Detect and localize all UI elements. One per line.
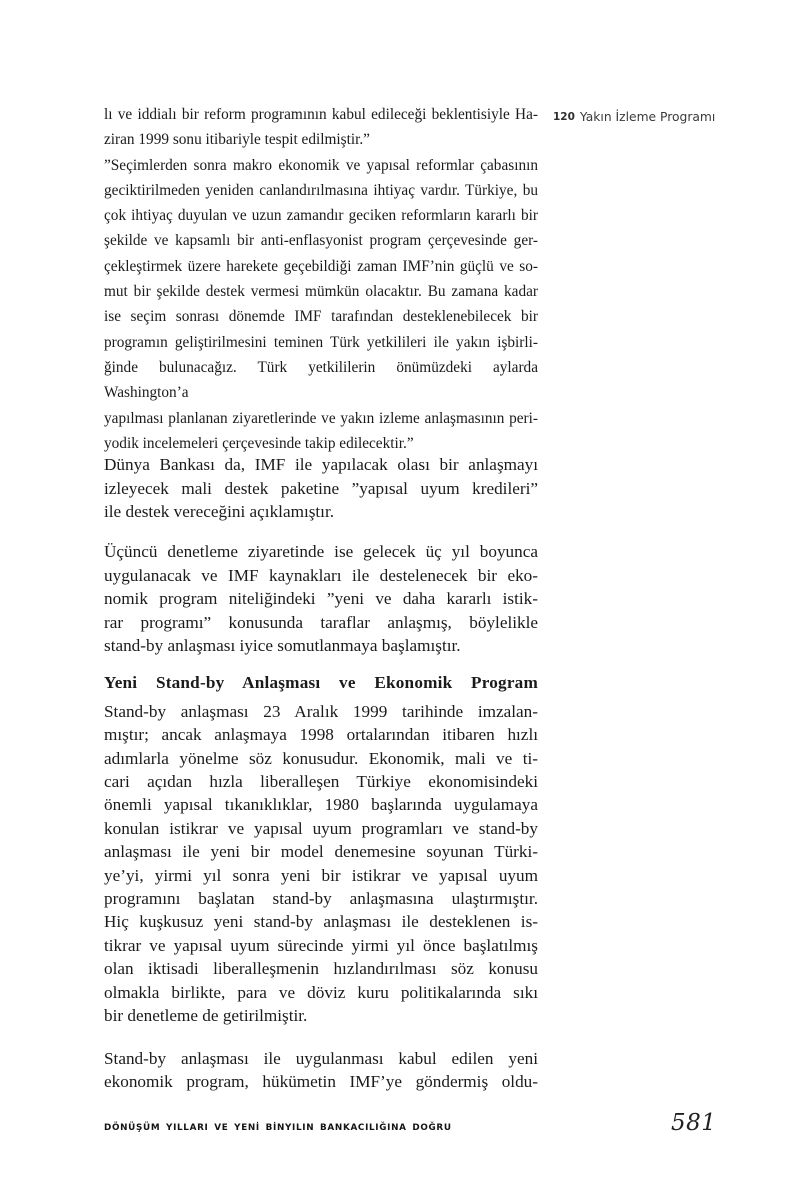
text-column: [104, 102, 538, 1093]
section-heading: Yeni Stand-by Anlaşması ve Ekonomik Program: [104, 673, 538, 693]
text-line: rar programı” konusunda taraflar anlaşmış, böylelikle: [104, 612, 538, 632]
body-paragraph-economic-program: [104, 1047, 538, 1094]
text-line: tikrar ve yapısal uyum sürecinde yirmi yıl önce başlatılmış: [104, 935, 538, 955]
text-line: stand-by anlaşması iyice somutlanmaya başlamıştır.: [104, 636, 461, 655]
text-line: olmakla birlikte, para ve döviz kuru politikalarında sıkı: [104, 982, 538, 1002]
text-line: çekleştirmek üzere harekete geçebildiği zaman IMF’nin güçlü ve so-: [104, 257, 538, 275]
text-line: ekonomik program, hükümetin IMF’ye göndermiş oldu-: [104, 1071, 538, 1091]
text-line: nomik program niteliğindeki ”yeni ve daha kararlı istik-: [104, 589, 538, 609]
text-line: uygulanacak ve IMF kaynakları ile destelenecek bir eko-: [104, 565, 538, 585]
text-line: ye’yi, yirmi yıl sonra yeni bir istikrar ve yapısal uyum: [104, 865, 538, 885]
text-line: Dünya Bankası da, IMF ile yapılacak olası bir anlaşmayı: [104, 455, 538, 475]
text-line: ziran 1999 sonu itibariyle tespit edilmiştir.”: [104, 131, 370, 149]
margin-note: [553, 109, 783, 126]
text-line: bir denetleme de getirilmiştir.: [104, 1006, 308, 1026]
block-quote-paragraph-2: [104, 153, 538, 457]
text-line: ğinde bulunacağız. Türk yetkililerin önümüzdeki aylarda Washington’a: [104, 358, 538, 402]
text-line: şekilde ve kapsamlı bir anti-enflasyonist program çerçevesinde ger-: [104, 232, 538, 250]
text-line: anlaşması ile yeni bir model denemesine soyunan Türki-: [104, 842, 538, 862]
text-line: cari açıdan hızla liberalleşen Türkiye ekonomisindeki: [104, 772, 538, 792]
text-line: mıştır; ancak anlaşmaya 1998 ortalarından itibaren hızlı: [104, 725, 538, 745]
text-line: geciktirilmeden yeniden canlandırılmasına ihtiyaç vardır. Türkiye, bu: [104, 181, 538, 199]
footnote-number: 120: [553, 110, 575, 123]
footnote-label: Yakın İzleme Programı: [579, 110, 716, 124]
text-line: Üçüncü denetleme ziyaretinde ise gelecek üç yıl boyunca: [104, 542, 538, 562]
footer-running-title: DÖNÜŞÜM YILLARI VE YENİ BİNYILIN BANKACILIĞINA DOĞRU: [104, 1123, 452, 1133]
text-line: ise seçim sonrası dönemde IMF tarafından desteklenebilecek bir: [104, 308, 538, 326]
text-line: lı ve iddialı bir reform programının kabul edileceği beklentisiyle Ha-: [104, 106, 538, 123]
text-line: ile destek vereceğini açıklamıştır.: [104, 501, 335, 521]
text-line: yodik incelemeleri çerçevesinde takip edilecektir.”: [104, 434, 414, 452]
text-line: önemli yapısal tıkanıklıklar, 1980 başlarında uygulamaya: [104, 795, 538, 815]
body-paragraph-standby-agreement: [104, 700, 538, 1028]
block-quote-paragraph-1: [104, 102, 538, 153]
text-line: mut bir şekilde destek vermesi mümkün olacaktır. Bu zamana kadar: [104, 283, 538, 301]
body-paragraph-third-review: [104, 540, 538, 657]
body-paragraph-world-bank: [104, 453, 538, 523]
text-line: ”Seçimlerden sonra makro ekonomik ve yapısal reformlar çabasının: [104, 156, 538, 174]
text-line: yapılması planlanan ziyaretlerinde ve yakın izleme anlaşmasının peri-: [104, 409, 538, 427]
text-line: konulan istikrar ve yapısal uyum programları ve stand-by: [104, 818, 538, 838]
text-line: olan iktisadi liberalleşmenin hızlandırılması söz konusu: [104, 959, 538, 979]
text-line: adımlarla yönelme söz konusudur. Ekonomik, mali ve ti-: [104, 748, 538, 768]
text-line: programın geliştirilmesini teminen Türk yetkilileri ile yakın işbirli-: [104, 333, 538, 351]
page-number: 581: [671, 1110, 717, 1136]
text-line: Stand-by anlaşması 23 Aralık 1999 tarihinde imzalan-: [104, 701, 538, 721]
text-line: Hiç kuşkusuz yeni stand-by anlaşması ile desteklenen is-: [104, 912, 538, 932]
text-line: çok ihtiyaç duyulan ve uzun zamandır geciken reformların kararlı bir: [104, 207, 538, 225]
text-line: Stand-by anlaşması ile uygulanması kabul edilen yeni: [104, 1048, 538, 1068]
text-line: izleyecek mali destek paketine ”yapısal uyum kredileri”: [104, 478, 538, 498]
text-line: programını başlatan stand-by anlaşmasına ulaştırmıştır.: [104, 889, 538, 909]
